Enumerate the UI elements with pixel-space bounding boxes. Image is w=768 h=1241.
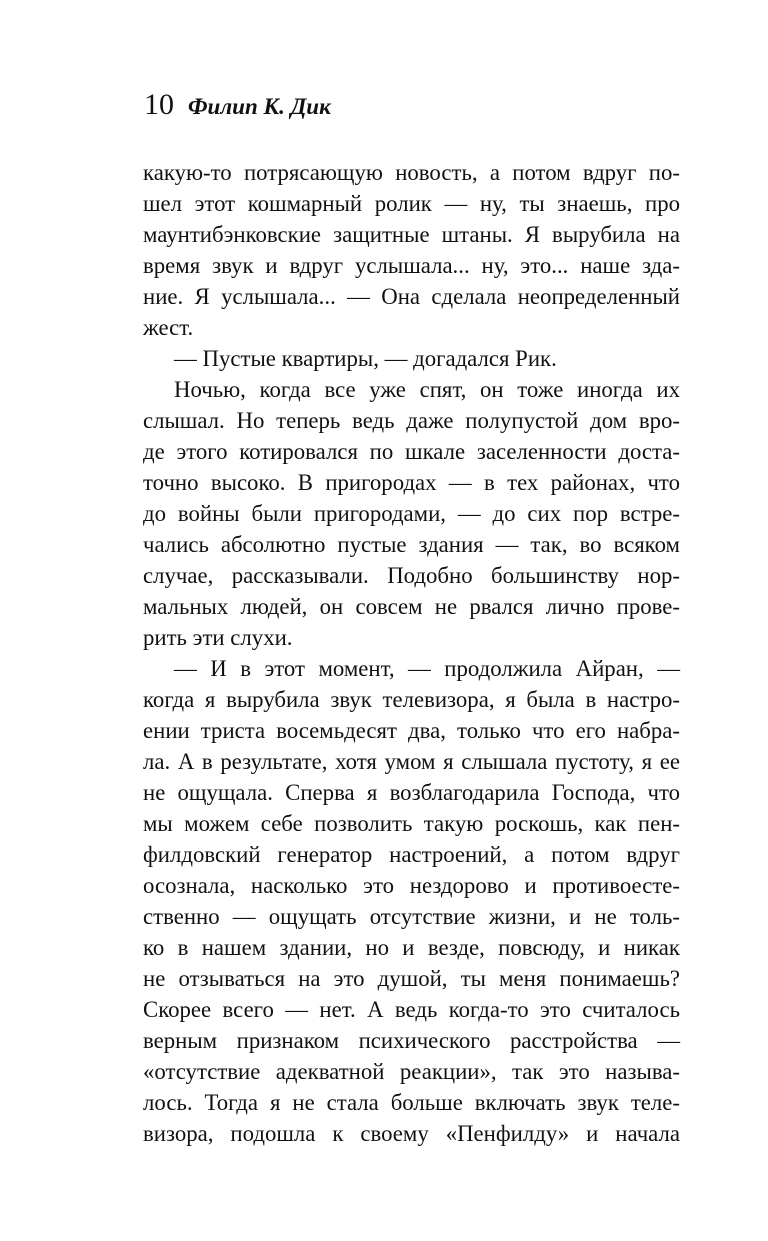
text-line: шел этот кошмарный ролик — ну, ты знаешь, про [143, 191, 680, 216]
text-line: — И в этот момент, — продолжила Айран, — [174, 656, 680, 681]
text-line: мы можем себе позволить такую роскошь, как пен- [143, 811, 680, 836]
text-line: визора, подошла к своему «Пенфилду» и начала [143, 1121, 680, 1146]
text-line: ственно — ощущать отсутствие жизни, и не толь- [143, 904, 680, 929]
body-text [143, 157, 680, 1149]
page-number: 10 [144, 88, 174, 121]
text-line: де этого котировался по шкале заселенности доста- [143, 439, 680, 464]
text-line: верным признаком психического расстройства — [143, 1028, 680, 1053]
header-author-title: Филип К. Дик [188, 94, 331, 119]
text-line: мальных людей, он совсем не рвался лично прове- [143, 594, 680, 619]
text-line: какую-то потрясающую новость, а потом вдруг по- [143, 160, 680, 185]
text-line: когда я вырубила звук телевизора, я была в настро- [143, 687, 680, 712]
text-line: точно высоко. В пригородах — в тех районах, что [143, 470, 680, 495]
text-line: до войны были пригородами, — до сих пор встре- [143, 501, 680, 526]
text-line: ении триста восемьдесят два, только что его набра- [143, 718, 680, 743]
text-line: не отзываться на это душой, ты меня понимаешь? [143, 966, 680, 991]
running-header [144, 88, 331, 122]
text-line: филдовский генератор настроений, а потом вдруг [143, 842, 680, 867]
text-line: осознала, насколько это нездорово и противоесте- [143, 873, 680, 898]
text-line: рить эти слухи. [143, 625, 293, 650]
text-line: слышал. Но теперь ведь даже полупустой дом вро- [143, 408, 680, 433]
text-line: лось. Тогда я не стала больше включать звук теле- [143, 1090, 680, 1115]
text-line: «отсутствие адекватной реакции», так это называ- [143, 1059, 680, 1084]
text-line: жест. [143, 315, 194, 340]
text-line: Ночью, когда все уже спят, он тоже иногда их [174, 377, 680, 402]
text-line: — Пустые квартиры, — догадался Рик. [174, 346, 557, 371]
text-line: ко в нашем здании, но и везде, повсюду, и никак [143, 935, 680, 960]
text-line: не ощущала. Сперва я возблагодарила Господа, что [143, 780, 680, 805]
text-line: чались абсолютно пустые здания — так, во всяком [143, 532, 680, 557]
text-line: Скорее всего — нет. А ведь когда-то это считалось [143, 997, 680, 1022]
text-line: ние. Я услышала... — Она сделала неопределенный [143, 284, 680, 309]
text-line: время звук и вдруг услышала... ну, это... наше зда- [143, 253, 680, 278]
text-line: маунтибэнковские защитные штаны. Я вырубила на [143, 222, 680, 247]
text-line: случае, рассказывали. Подобно большинству нор- [143, 563, 680, 588]
text-line: ла. А в результате, хотя умом я слышала пустоту, я ее [143, 749, 680, 774]
